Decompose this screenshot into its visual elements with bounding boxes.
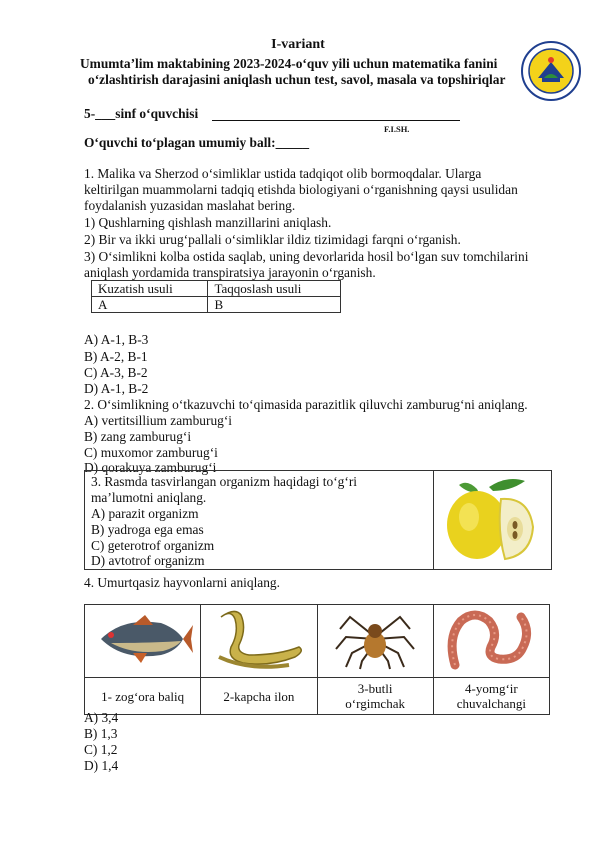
q2-question: 2. O‘simlikning o‘tkazuvchi to‘qimasida parazitlik qiluvchi zamburug‘ni aniqlang. <box>84 397 528 412</box>
q1-option: D) A-1, B-2 <box>84 381 149 396</box>
q4-option: A) 3,4 <box>84 710 119 725</box>
q2-option: C) muxomor zamburug‘i <box>84 445 218 460</box>
q1-line: foydalanish yuzasidan maslahat bering. <box>84 198 296 213</box>
q1-line: 3) O‘simlikni kolba ostida saqlab, uning devorlarida hosil bo‘lgan suv tomchilarini <box>84 249 529 264</box>
fish-caption: F.I.SH. <box>384 124 410 134</box>
header-title-line1: Umumta’lim maktabining 2023-2024-o‘quv yili uchun matematika fanini <box>80 56 498 71</box>
table-cell: B <box>208 297 341 313</box>
q1-option: C) A-3, B-2 <box>84 365 148 380</box>
q1-line: 1) Qushlarning qishlash manzillarini aniqlash. <box>84 215 332 230</box>
cobra-image-cell <box>201 605 317 678</box>
q3-option: C) geterotrof organizm <box>91 538 215 553</box>
q2-option: B) zang zamburug‘i <box>84 429 192 444</box>
spider-image <box>330 607 420 671</box>
q3-option: B) yadroga ega emas <box>91 522 204 537</box>
animal-caption: 4-yomg‘ir chuvalchangi <box>433 678 549 715</box>
q4-option: B) 1,3 <box>84 726 118 741</box>
q1-option: B) A-2, B-1 <box>84 349 148 364</box>
fish-image <box>93 609 193 669</box>
animal-caption: 3-butli o‘rgimchak <box>317 678 433 715</box>
table-cell: A <box>92 297 208 313</box>
table-header: Taqqoslash usuli <box>208 281 341 297</box>
class-label: 5-___sinf o‘quvchisi <box>84 106 199 121</box>
header-title-line2: o‘zlashtirish darajasini aniqlash uchun test, savol, masala va topshiriqlar <box>88 72 506 87</box>
score-label: O‘quvchi to‘plagan umumiy ball:_____ <box>84 135 310 150</box>
q3-option: D) avtotrof organizm <box>91 553 205 568</box>
q2-option: D) qorakuya zamburug‘i <box>84 460 217 475</box>
q1-line: 1. Malika va Sherzod o‘simliklar ustida tadqiqot olib bormoqdalar. Ularga <box>84 166 482 181</box>
worm-image-cell <box>433 605 549 678</box>
school-logo <box>520 40 582 102</box>
q4-question: 4. Umurtqasiz hayvonlarni aniqlang. <box>84 575 280 590</box>
q3-text-cell <box>85 471 434 569</box>
q1-line: 2) Bir va ikki urug‘pallali o‘simliklar ildiz tizimidagi farqni o‘rganish. <box>84 232 461 247</box>
name-underline <box>212 120 460 121</box>
animal-caption: 2-kapcha ilon <box>201 678 317 715</box>
fish-image-cell <box>85 605 201 678</box>
q1-option: A) A-1, B-3 <box>84 332 149 347</box>
animal-caption: 1- zog‘ora baliq <box>85 678 201 715</box>
q4-animal-table <box>84 604 550 715</box>
variant-title: I-variant <box>271 37 325 52</box>
table-header: Kuzatish usuli <box>92 281 208 297</box>
quince-image <box>437 475 547 565</box>
q3-line: 3. Rasmda tasvirlangan organizm haqidagi to‘g‘ri <box>91 474 358 489</box>
spider-image-cell <box>317 605 433 678</box>
q3-option: A) parazit organizm <box>91 506 199 521</box>
q4-option: D) 1,4 <box>84 758 119 773</box>
q3-box <box>84 470 552 570</box>
cobra-image <box>209 607 309 671</box>
q2-option: A) vertitsillium zamburug‘i <box>84 413 233 428</box>
q3-line: ma’lumotni aniqlang. <box>91 490 207 505</box>
q1-line: keltirilgan muammolarni tadqiq etishda biologiyani o‘rganishning qaysi usulidan <box>84 182 518 197</box>
worm-image <box>441 607 541 671</box>
q1-line: aniqlash yordamida transpiratsiya jarayonin o‘rganish. <box>84 265 376 280</box>
q4-option: C) 1,2 <box>84 742 118 757</box>
q1-method-table <box>91 280 341 313</box>
